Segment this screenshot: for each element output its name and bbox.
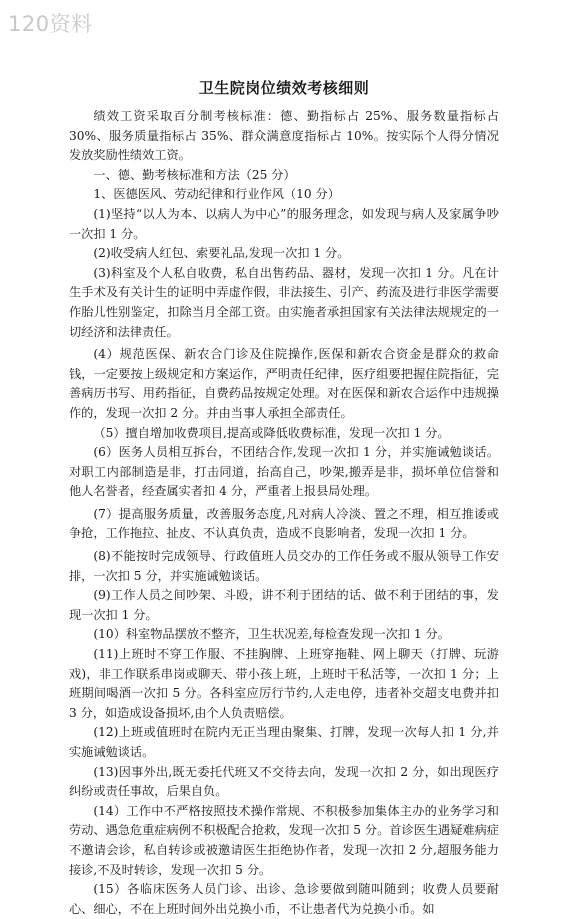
section-heading: 一、德、勤考核标准和方法（25 分） bbox=[93, 167, 296, 182]
intro-paragraph: 绩效工资采取百分制考核标准：德、勤指标占 25%、服务数量指标占 30%、服务质量指标占 35%、群众满意度指标占 10%。按实际个人得分情况发放奖励性绩效工资。 bbox=[69, 109, 499, 163]
document-page bbox=[69, 77, 499, 919]
rule-item-2: (2)收受病人红包、索要礼品,发现一次扣 1 分。 bbox=[93, 246, 350, 261]
rule-item-3: (3)科室及个人私自收费，私自出售药品、器材，发现一次扣 1 分。凡在计生手术及有关计生的证明中弄虚作假，非法接生、引产、药流及进行非医学需要作胎儿性别鉴定，扣除当月全部工资。由实施者承担国家有关法律法规规定的一切经济和法律责任。 bbox=[69, 265, 499, 339]
document-body bbox=[69, 107, 499, 919]
rule-item-8: (8)不能按时完成领导、行政值班人员交办的工作任务或不服从领导工作安排，一次扣 5 分，并实施诫勉谈话。 bbox=[69, 549, 499, 583]
rule-item-11: (11)上班时不穿工作服、不挂胸牌、上班穿拖鞋、网上聊天（打牌、玩游戏)，非工作联系串岗或聊天、带小孩上班，上班时干私活等，一次扣 1 分；上班期间喝酒一次扣 5 分。各科室应厉行节约,人走电停，违者补交超支电费并扣 3 分，如造成设备损坏,由个人负责赔偿。 bbox=[69, 647, 499, 720]
rule-item-14: (14）工作中不严格按照技术操作常规、不积极参加集体主办的业务学习和劳动、遇急危重症病例不积极配合抢救，发现一次扣 5 分。首诊医生遇疑难病症不邀请会诊，私自转诊或被邀请医生拒绝协作者，发现一次扣 2 分,超服务能力接诊,不及时转诊，发现一次扣 5 分。 bbox=[69, 803, 499, 877]
rule-item-4: (4）规范医保、新农合门诊及住院操作,医保和新农合资金是群众的救命钱，一定要按上级规定和方案运作，严明责任纪律，医疗组要把握住院指征，完善病历书写、用药指征，自费药品按规定处理。对在医保和新农合运作中违规操作的，发现一次扣 2 分。并由当事人承担全部责任。 bbox=[69, 347, 499, 420]
rule-item-7: (7）提高服务质量，改善服务态度,凡对病人冷淡、置之不理，相互推诿或争抢，工作拖拉、扯皮、不认真负责，造成不良影响者，发现一次扣 1 分。 bbox=[69, 506, 499, 541]
rule-item-6: (6）医务人员相互拆台，不团结合作,发现一次扣 1 分，并实施诫勉谈话。对职工内部制造是非，打击同道，抬高自己，吵架,搬弄是非，损坏单位信誉和他人名誉者，经查属实者扣 4 分，严重者上报县局处理。 bbox=[69, 445, 499, 499]
rule-item-10: (10）科室物品摆放不整齐，卫生状况差,每检查发现一次扣 1 分。 bbox=[93, 627, 450, 642]
subsection-heading: 1、医德医风、劳动纪律和行业作风（10 分） bbox=[93, 187, 340, 202]
rule-item-13: (13)因事外出,既无委托代班又不交待去向，发现一次扣 2 分，如出现医疗纠纷或责任事故，后果自负。 bbox=[69, 764, 499, 799]
rule-item-15: (15）各临床医务人员门诊、出诊、急诊要做到随叫随到；收费人员要耐心、细心，不在上班时间外出兑换小币，不让患者代为兑换小币。如 bbox=[69, 882, 499, 916]
document-title: 卫生院岗位绩效考核细则 bbox=[198, 79, 370, 97]
watermark: 120资料 bbox=[8, 12, 93, 36]
rule-item-12: (12)上班或值班时在院内无正当理由聚集、打牌，发现一次每人扣 1 分,并实施诫勉谈话。 bbox=[69, 725, 499, 759]
rule-item-1: (1)坚持“以人为本、以病人为中心”的服务理念，如发现与病人及家属争吵一次扣 1 分。 bbox=[69, 206, 499, 241]
rule-item-9: (9)工作人员之间吵架、斗殴，讲不利于团结的话、做不利于团结的事，发现一次扣 1 分。 bbox=[69, 588, 499, 622]
rule-item-5: （5）擅自增加收费项目,提高或降低收费标准，发现一次扣 1 分。 bbox=[93, 425, 450, 440]
